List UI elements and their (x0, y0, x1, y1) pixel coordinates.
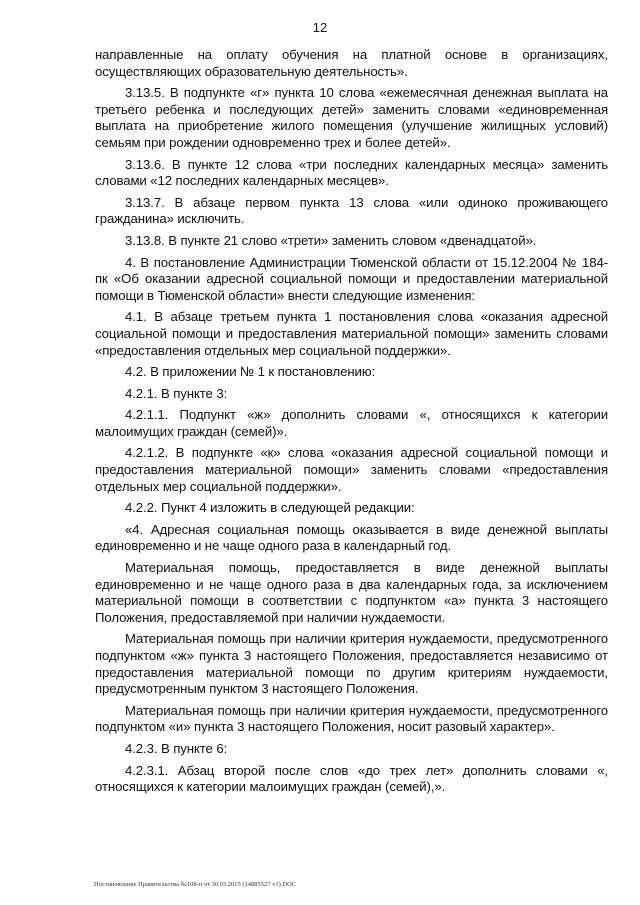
paragraph-4-2: 4.2. В приложении № 1 к постановлению: (125, 364, 376, 380)
paragraph-material-help-3: Материальная помощь при наличии критерия нуждаемости, предусмотренного подпунктом «и» пункта 3 настоящего Положения, носит разовый характер». (95, 702, 608, 735)
paragraph-3-13-6: 3.13.6. В пункте 12 слова «три последних календарных месяца» заменить словами «12 последних календарных месяцев». (95, 156, 608, 189)
paragraph-3-13-8: 3.13.8. В пункте 21 слово «трети» заменить словом «двенадцатой». (125, 232, 537, 248)
paragraph-4-2-1: 4.2.1. В пункте 3: (125, 385, 228, 401)
paragraph-continuation: направленные на оплату обучения на платной основе в организациях, осуществляющих образовательную деятельность». (95, 47, 608, 79)
paragraph-3-13-5: 3.13.5. В подпункте «г» пункта 10 слова «ежемесячная денежная выплата на третьего ребенка и последующих детей» заменить словами «единовременная выплата на приобретение жилого помещения (улучшение жилищных условий) семьям при рождении одновременно трех и более детей». (95, 85, 608, 150)
paragraph-material-help-2: Материальная помощь при наличии критерия нуждаемости, предусмотренного подпунктом «ж» пункта 3 настоящего Положения, предоставляется независимо от предоставления материальной помощи по другим критериям нуждаемости, предусмотренным пунктом 3 настоящего Положения. (95, 631, 608, 697)
paragraph-4-1: 4.1. В абзаце третьем пункта 1 постановления слова «оказания адресной социальной помощи и предоставления материальной помощи» заменить словами «предоставления отдельных мер социальной поддержки». (95, 309, 608, 358)
paragraph-4-2-3: 4.2.3. В пункте 6: (125, 740, 228, 756)
paragraph-4: 4. В постановление Администрации Тюменской области от 15.12.2004 № 184-пк «Об оказании адресной социальной помощи и предоставлении материальной помощи в Тюменской области» внести следующие изменения: (95, 254, 608, 303)
paragraph-4-2-1-1: 4.2.1.1. Подпункт «ж» дополнить словами «, относящихся к категории малоимущих граждан (семей)». (95, 407, 608, 439)
page-number: 12 (312, 20, 328, 35)
paragraph-quote-4: «4. Адресная социальная помощь оказывается в виде денежной выплаты единовременно и не чаще одного раза в календарный год. (95, 521, 608, 554)
paragraph-4-2-2: 4.2.2. Пункт 4 изложить в следующей редакции: (125, 500, 415, 516)
document-footer: Постановление Правительства №108-п от 30.03.2015 (14885527 v1).DOC (94, 881, 297, 888)
document-body (95, 47, 608, 801)
paragraph-4-2-1-2: 4.2.1.2. В подпункте «к» слова «оказания адресной социальной помощи и предоставления материальной помощи» заменить словами «предоставления отдельных мер социальной поддержки». (95, 445, 608, 494)
paragraph-4-2-3-1: 4.2.3.1. Абзац второй после слов «до трех лет» дополнить словами «, относящихся к категории малоимущих граждан (семей),». (95, 762, 608, 795)
paragraph-material-help-1: Материальная помощь, предоставляется в виде денежной выплаты единовременно и не чаще одного раза в два календарных года, за исключением материальной помощи в соответствии с подпунктом «а» пункта 3 настоящего Положения, предоставляемой при наличии нуждаемости. (95, 560, 608, 625)
paragraph-3-13-7: 3.13.7. В абзаце первом пункта 13 слова «или одиноко проживающего гражданина» исключить. (95, 194, 608, 227)
